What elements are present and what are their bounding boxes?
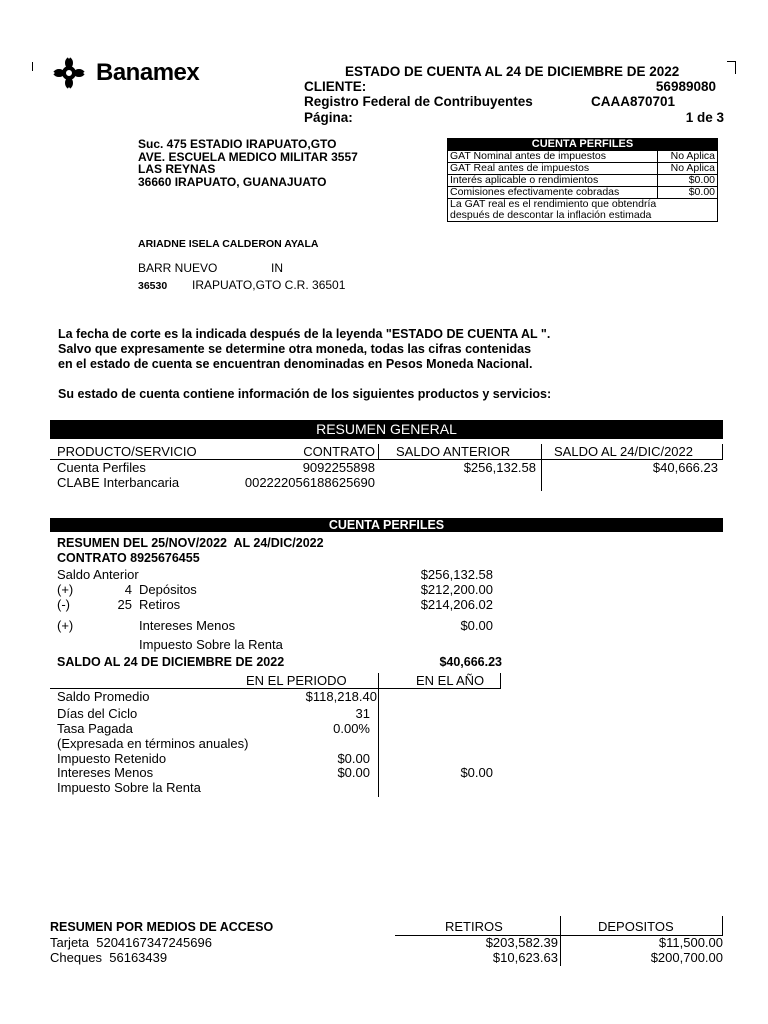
cp-box-note xyxy=(448,199,718,222)
rg-row1-contract: 9092255898 xyxy=(302,460,375,475)
branch-line-2: AVE. ESCUELA MEDICO MILITAR 3557 xyxy=(138,149,358,164)
cp-box-row-label: Comisiones efectivamente cobradas xyxy=(448,187,658,199)
cp-tasa-label: Tasa Pagada xyxy=(57,721,133,736)
cp-stats-divider-1 xyxy=(378,673,379,797)
rg-divider-2 xyxy=(541,444,542,491)
cp-isr2-label: Impuesto Sobre la Renta xyxy=(57,780,201,795)
page-label: Página: xyxy=(304,110,353,125)
cp-saldo-final-label: SALDO AL 24 DE DICIEMBRE DE 2022 xyxy=(57,655,285,669)
bank-logo xyxy=(50,56,199,90)
rg-row1-prev: $256,132.58 xyxy=(463,460,536,475)
client-label: CLIENTE: xyxy=(304,79,367,94)
cp-int-amount: $0.00 xyxy=(460,618,493,633)
customer-name: ARIADNE ISELA CALDERON AYALA xyxy=(138,238,319,250)
rg-col-contract: CONTRATO xyxy=(303,444,375,459)
cp-box-row-value: $0.00 xyxy=(658,187,718,199)
cp-dep-sign: (+) xyxy=(57,582,74,597)
cuenta-perfiles-header: CUENTA PERFILES xyxy=(50,518,723,532)
rg-col-product: PRODUCTO/SERVICIO xyxy=(57,444,197,459)
cp-box-row-label: Interés aplicable o rendimientos xyxy=(448,175,658,187)
medios-row2-dep: $200,700.00 xyxy=(650,950,723,965)
cp-saldo-anterior: $256,132.58 xyxy=(420,567,493,582)
notice-line-2: Salvo que expresamente se determine otra moneda, todas las cifras contenidas xyxy=(58,342,532,356)
cp-box-row-label: GAT Real antes de impuestos xyxy=(448,163,658,175)
notice-line-1: La fecha de corte es la indicada después de la leyenda "ESTADO DE CUENTA AL ". xyxy=(58,327,551,341)
cp-box-row-value: No Aplica xyxy=(658,151,718,163)
cp-box-row-value: No Aplica xyxy=(658,163,718,175)
cp-saldo-final: $40,666.23 xyxy=(439,655,502,669)
statement-title: ESTADO DE CUENTA AL 24 DE DICIEMBRE DE 2022 xyxy=(345,64,680,79)
cp-ret-sign: (-) xyxy=(57,597,70,612)
rg-divider-1 xyxy=(378,444,379,460)
cp-contract: CONTRATO 8925676455 xyxy=(57,551,200,565)
cp-dep-count: 4 xyxy=(124,582,132,597)
corner-mark-left xyxy=(32,62,33,71)
cp-box-row-value: $0.00 xyxy=(658,175,718,187)
customer-address-1a: BARR NUEVO xyxy=(138,261,218,275)
cp-ret-count: 25 xyxy=(117,597,132,612)
branch-address xyxy=(138,138,358,188)
customer-city: IRAPUATO,GTO C.R. 36501 xyxy=(192,278,346,292)
medios-col-depositos: DEPOSITOS xyxy=(598,919,674,934)
cp-stats-divider-2 xyxy=(500,673,501,689)
medios-col-retiros: RETIROS xyxy=(445,919,503,934)
medios-row1-label: Tarjeta 5204167347245696 xyxy=(50,935,212,950)
cp-tasa: 0.00% xyxy=(333,721,370,736)
medios-row2-label: Cheques 56163439 xyxy=(50,950,168,965)
cp-box-row-label: GAT Nominal antes de impuestos xyxy=(448,151,658,163)
client-number: 56989080 xyxy=(655,79,716,94)
cp-dep-label: Depósitos xyxy=(139,582,197,597)
branch-line-3: LAS REYNAS xyxy=(138,162,216,176)
medios-title: RESUMEN POR MEDIOS DE ACCESO xyxy=(50,920,274,934)
cp-dep-amount: $212,200.00 xyxy=(420,582,493,597)
rg-row2-product: CLABE Interbancaria xyxy=(57,475,180,490)
customer-zip: 36530 xyxy=(138,280,168,292)
cp-period: RESUMEN DEL 25/NOV/2022 AL 24/DIC/2022 xyxy=(57,536,324,550)
notice-block xyxy=(58,327,551,402)
rg-row2-contract: 002222056188625690 xyxy=(244,475,375,490)
rg-row1-product: Cuenta Perfiles xyxy=(57,460,146,475)
cp-int-menos-anio: $0.00 xyxy=(460,765,493,780)
cp-tasa-note: (Expresada en términos anuales) xyxy=(57,736,249,751)
cp-int-label: Intereses Menos xyxy=(139,618,236,633)
cp-isr-label: Impuesto Sobre la Renta xyxy=(139,637,283,652)
cp-int-sign: (+) xyxy=(57,618,74,633)
resumen-general-header: RESUMEN GENERAL xyxy=(50,420,723,439)
cp-retenido: $0.00 xyxy=(337,751,370,766)
notice-line-3: en el estado de cuenta se encuentran denominadas en Pesos Moneda Nacional. xyxy=(58,357,533,371)
customer-address-1b: IN xyxy=(271,261,283,275)
bank-name: Banamex xyxy=(96,59,200,86)
cuenta-perfiles-info-box xyxy=(447,138,718,222)
rg-col-current: SALDO AL 24/DIC/2022 xyxy=(554,444,693,459)
rg-divider-3 xyxy=(722,444,723,460)
cp-saldo-anterior-label: Saldo Anterior xyxy=(57,567,139,582)
cp-dias-label: Días del Ciclo xyxy=(57,706,138,721)
medios-divider-2 xyxy=(722,916,723,936)
cp-box-note-line-2: después de descontar la inflación estimada xyxy=(450,209,652,221)
cp-int-menos-periodo: $0.00 xyxy=(337,765,370,780)
cp-col-anio: EN EL AÑO xyxy=(416,673,485,688)
cp-col-periodo: EN EL PERIODO xyxy=(246,673,347,688)
medios-row2-ret: $10,623.63 xyxy=(492,950,558,965)
corner-mark-right-v xyxy=(735,61,736,74)
notice-line-4: Su estado de cuenta contiene información de los siguientes productos y servicios: xyxy=(58,387,552,401)
cp-promedio-label: Saldo Promedio xyxy=(57,689,150,704)
rg-row1-current: $40,666.23 xyxy=(652,460,718,475)
medios-row1-dep: $11,500.00 xyxy=(658,935,723,950)
medios-divider-1 xyxy=(560,916,561,966)
cp-ret-label: Retiros xyxy=(139,597,181,612)
rfc-value: CAAA870701 xyxy=(591,94,676,109)
cp-ret-amount: $214,206.02 xyxy=(420,597,493,612)
cp-dias: 31 xyxy=(355,706,370,721)
branch-line-1: Suc. 475 ESTADIO IRAPUATO,GTO xyxy=(138,137,337,151)
page-value: 1 de 3 xyxy=(685,110,724,125)
banamex-logo-icon xyxy=(50,56,88,90)
medios-row1-ret: $203,582.39 xyxy=(485,935,558,950)
cp-int-menos-label: Intereses Menos xyxy=(57,765,154,780)
rfc-label: Registro Federal de Contribuyentes xyxy=(304,94,533,109)
rg-col-prev: SALDO ANTERIOR xyxy=(396,444,511,459)
cp-box-title: CUENTA PERFILES xyxy=(448,139,718,151)
cp-retenido-label: Impuesto Retenido xyxy=(57,751,167,766)
branch-line-4: 36660 IRAPUATO, GUANAJUATO xyxy=(138,174,327,189)
cp-box-note-line-1: La GAT real es el rendimiento que obtendría xyxy=(450,198,657,210)
cp-promedio: $118,218.40 xyxy=(305,689,377,704)
